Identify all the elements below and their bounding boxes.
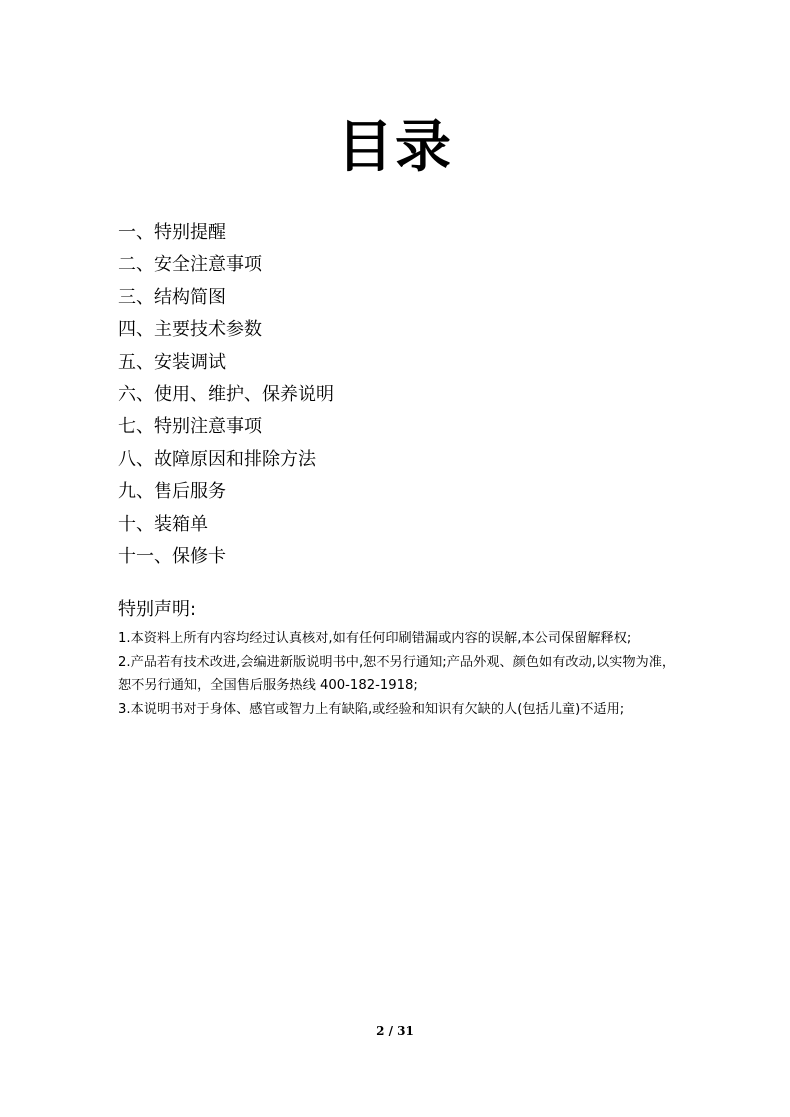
notice-item: 3.本说明书对于身体、感官或智力上有缺陷,或经验和知识有欠缺的人(包括儿童)不适用; [118,701,625,717]
table-of-contents [118,217,334,573]
toc-item-packing-list: 十、装箱单 [118,513,208,535]
notice-list [118,627,678,721]
toc-item-usage-maintenance: 六、使用、维护、保养说明 [118,384,334,406]
page-number: 2 / 31 [376,1024,414,1038]
toc-item-warranty-card: 十一、保修卡 [118,546,226,568]
toc-item-special-reminder: 一、特别提醒 [118,222,226,243]
notice-heading: 特别声明: [118,599,197,620]
toc-item-installation: 五、安装调试 [118,351,226,373]
toc-item-special-notes: 七、特别注意事项 [118,416,262,438]
page-title: 目录 [337,115,453,180]
toc-item-structure-diagram: 三、结构简图 [118,286,226,308]
toc-item-troubleshooting: 八、故障原因和排除方法 [118,448,316,470]
toc-item-after-sales: 九、售后服务 [118,481,226,503]
notice-item: 1.本资料上所有内容均经过认真核对,如有任何印刷错漏或内容的误解,本公司保留解释权; [118,631,632,646]
toc-item-safety-notes: 二、安全注意事项 [118,254,262,276]
notice-item: 2.产品若有技术改进,会编进新版说明书中,恕不另行通知;产品外观、颜色如有改动,以实物为准，恕不另行通知，全国售后服务热线 400-182-1918; [118,654,676,693]
toc-item-technical-parameters: 四、主要技术参数 [118,319,262,341]
